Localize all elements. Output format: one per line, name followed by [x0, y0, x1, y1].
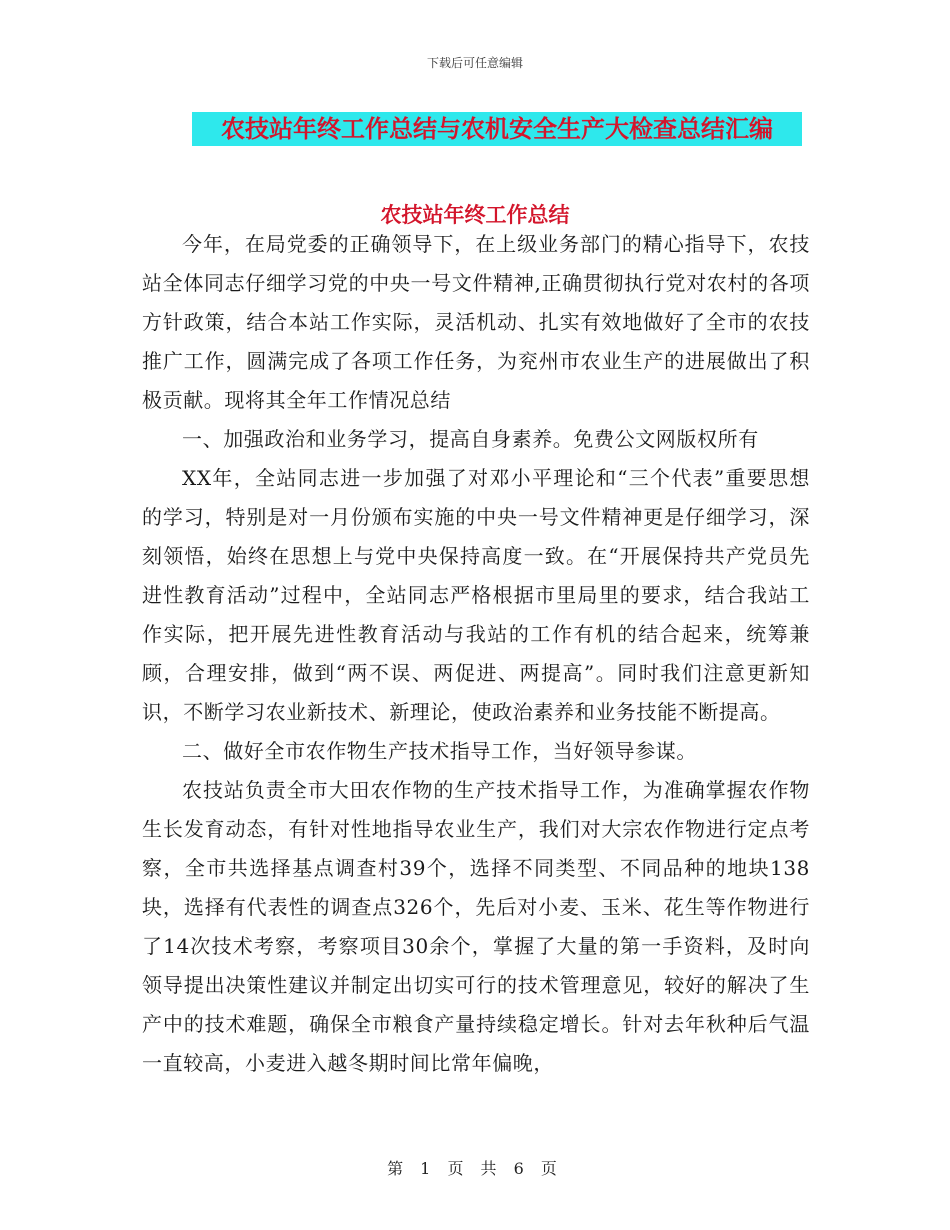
paragraph-study: XX年，全站同志进一步加强了对邓小平理论和“三个代表”重要思想的学习，特别是对一月份颁布实施的中央一号文件精神更是仔细学习，深刻领悟，始终在思想上与党中央保持高度一致。在“开展保持共产党员先进性教育活动”过程中，全站同志严格根据市里局里的要求，结合我站工作实际，把开展先进性教育活动与我站的工作有机的结合起来，统筹兼顾，合理安排，做到“两不误、两促进、两提高”。同时我们注意更新知识，不断学习农业新技术、新理论，使政治素养和业务技能不断提高。 [142, 466, 810, 724]
document-body [142, 225, 810, 1083]
paragraph-heading-2: 二、做好全市农作物生产技术指导工作，当好领导参谋。 [182, 739, 697, 763]
paragraph-heading-1: 一、加强政治和业务学习，提高自身素养。免费公文网版权所有 [182, 427, 759, 451]
paragraph-intro: 今年，在局党委的正确领导下，在上级业务部门的精心指导下，农技站全体同志仔细学习党的中央一号文件精神,正确贯彻执行党对农村的各项方针政策，结合本站工作实际，灵活机动、扎实有效地做好了全市的农技推广工作，圆满完成了各项工作任务，为兖州市农业生产的进展做出了积极贡献。现将其全年工作情况总结 [142, 232, 810, 412]
page-header: 下载后可任意编辑 [426, 56, 523, 70]
section-title: 农技站年终工作总结 [380, 202, 570, 227]
paragraph-guidance: 农技站负责全市大田农作物的生产技术指导工作，为准确掌握农作物生长发育动态，有针对性地指导农业生产，我们对大宗农作物进行定点考察，全市共选择基点调查村39个，选择不同类型、不同品种的地块138块，选择有代表性的调查点326个，先后对小麦、玉米、花生等作物进行了14次技术考察，考察项目30余个，掌握了大量的第一手资料，及时向领导提出决策性建议并制定出切实可行的技术管理意见，较好的解决了生产中的技术难题，确保全市粮食产量持续稳定增长。针对去年秋种后气温一直较高，小麦进入越冬期时间比常年偏晚， [142, 778, 810, 1075]
document-title: 农技站年终工作总结与农机安全生产大检查总结汇编 [192, 112, 802, 146]
page-footer: 第 1 页 共 6 页 [387, 1159, 563, 1178]
